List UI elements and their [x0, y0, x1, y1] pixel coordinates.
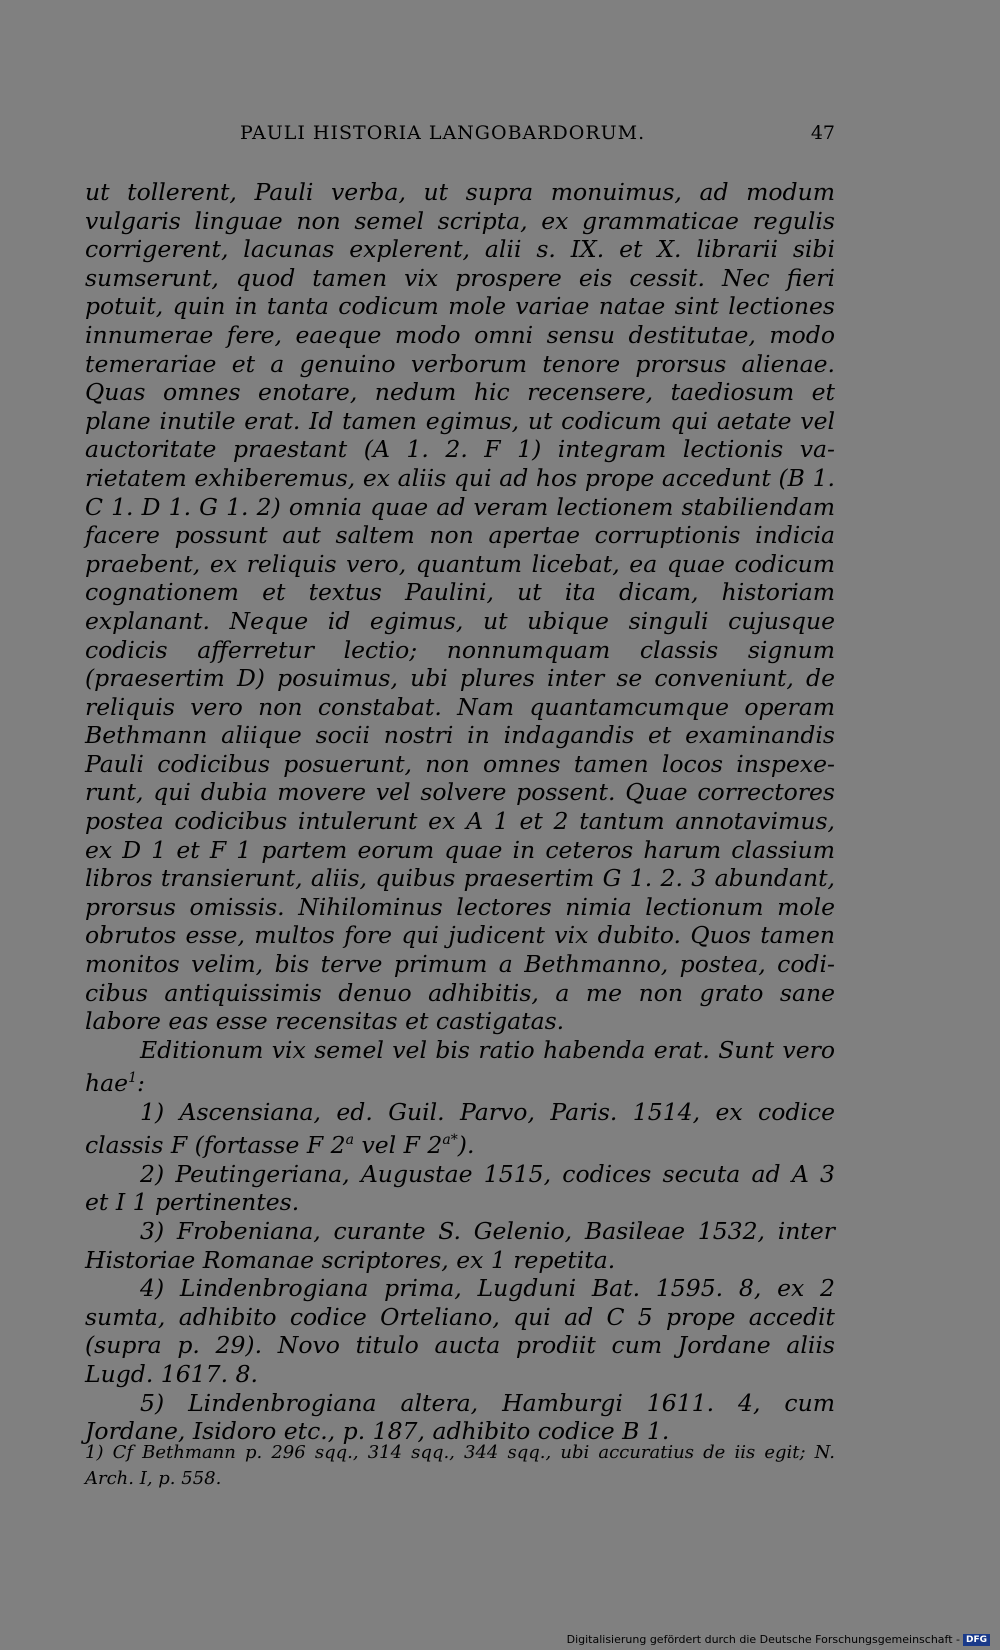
paragraph-2-colon: :: [137, 1069, 145, 1098]
page-number: 47: [810, 122, 835, 144]
running-title: PAULI HISTORIA LANGOBARDORUM.: [240, 122, 646, 144]
footnotes: [85, 1440, 835, 1492]
edition-item-4: 4) Lindenbrogiana prima, Lugduni Bat. 1595. 8, ex 2 sumta, adhibito codice Orteliano, qui ad C 5 prope accedit (supra p. 29). Novo titulo aucta prodiit cum Jordane aliis Lugd. 1617. 8.: [85, 1274, 835, 1388]
edition-item-3: 3) Frobeniana, curante S. Gelenio, Basileae 1532, inter Historiae Romanae scriptores, ex 1 repetita.: [85, 1217, 835, 1274]
running-head: [85, 122, 835, 152]
body-text: [85, 178, 835, 1446]
edition-item-1-sup-b: a*: [442, 1132, 458, 1149]
edition-item-2: 2) Peutingeriana, Augustae 1515, codices secuta ad A 3 et I 1 pertinentes.: [85, 1159, 835, 1217]
edition-item-1-text: 1) Ascensiana, ed. Guil. Parvo, Paris. 1514, ex codice classis F (fortasse F 2: [85, 1097, 835, 1160]
edition-item-1-mid: vel F 2: [353, 1131, 443, 1160]
dfg-logo-icon: DFG: [963, 1634, 990, 1646]
digitization-credit: [567, 1633, 990, 1646]
edition-item-1-sup-a: a: [345, 1132, 354, 1149]
paragraph-2-text: Editionum vix semel vel bis ratio habenda erat. Sunt vero hae: [85, 1035, 835, 1098]
paragraph-1: ut tollerent, Pauli verba, ut supra monuimus, ad modum vulgaris linguae non semel scripta, ex grammaticae regulis corrigerent, lacunas explerent, alii s. IX. et X. librarii sibi sumserunt, quod tamen vix prospere eis cessit. Nec fieri potuit, quin in tanta codicum mole variae natae sint lectiones innumerae fere, eaeque modo omni sensu destitutae, modo temerariae et a genuino verborum tenore prorsus alienae. Quas omnes enotare, nedum hic recensere, taediosum et plane inutile erat. Id tamen egimus, ut codicum qui aetate vel auctoritate praestant (A 1. 2. F 1) integram lectionis varietatem exhiberemus, ex aliis qui ad hos prope accedunt (B 1. C 1. D 1. G 1. 2) omnia quae ad veram lectionem stabiliendam facere possunt aut saltem non apertae corruptionis indicia praebent, ex reliquis vero, quantum licebat, ea quae codicum cognationem et textus Paulini, ut ita dicam, historiam explanant. Neque id egimus, ut ubique singuli cujusque codicis afferretur lectio; nonnumquam classis signum (praesertim D) posuimus, ubi plures inter se conveniunt, de reliquis vero non constabat. Nam quantamcumque operam Bethmann aliique socii nostri in indagandis et examinandis Pauli codicibus posuerunt, non omnes tamen locos inspexerunt, qui dubia movere vel solvere possent. Quae correctores postea codicibus intulerunt ex A 1 et 2 tantum annotavimus, ex D 1 et F 1 partem eorum quae in ceteros harum classium libros transierunt, aliis, quibus praesertim G 1. 2. 3 abundant, prorsus omissis. Nihilominus lectores nimia lectionum mole obrutos esse, multos fore qui judicent vix dubito. Quos tamen monitos velim, bis terve primum a Bethmanno, postea, codicibus antiquissimis denuo adhibitis, a me non grato sane labore eas esse recensitas et castigatas.: [85, 178, 835, 1036]
footnote-1: 1) Cf Bethmann p. 296 sqq., 314 sqq., 344 sqq., ubi accuratius de iis egit; N. Arch. I, p. 558.: [85, 1442, 835, 1489]
edition-item-5: 5) Lindenbrogiana altera, Hamburgi 1611. 4, cum Jordane, Isidoro etc., p. 187, adhibito codice B 1.: [85, 1388, 835, 1446]
paragraph-2: [85, 1036, 835, 1098]
edition-item-1: [85, 1098, 835, 1160]
credit-text: Digitalisierung gefördert durch die Deutsche Forschungsgemeinschaft -: [566, 1633, 960, 1646]
footnote-ref-1: 1: [128, 1070, 138, 1087]
edition-item-1-end: ).: [457, 1131, 475, 1160]
